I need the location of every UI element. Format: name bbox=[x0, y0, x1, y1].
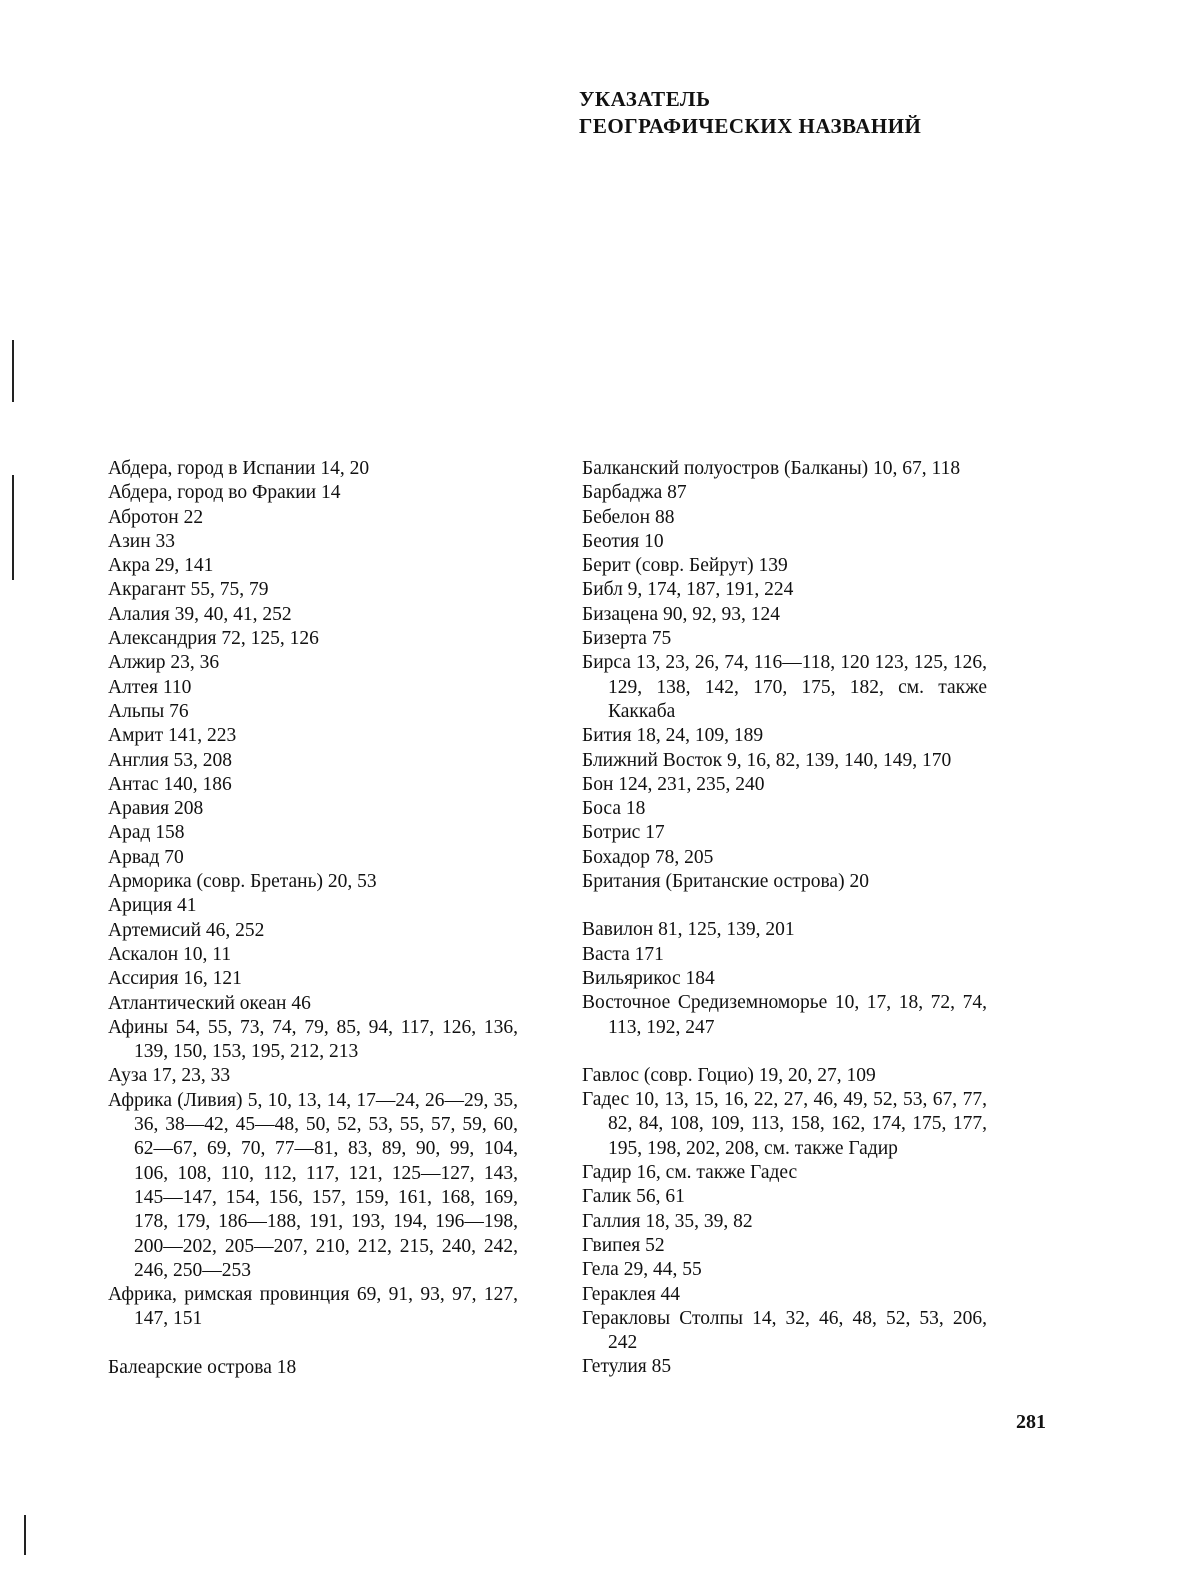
index-entry: Алтея 110 bbox=[108, 676, 192, 698]
index-entry: Гераклея 44 bbox=[582, 1283, 681, 1305]
scan-margin-line bbox=[24, 1515, 26, 1555]
section-gap bbox=[582, 894, 987, 918]
index-entry: Арад 158 bbox=[108, 822, 185, 844]
index-entry: Восточное Средиземноморье 10, 17, 18, 72, 74, 113, 192, 247 bbox=[582, 992, 987, 1038]
section-gap bbox=[582, 1040, 987, 1064]
index-entry: Гетулия 85 bbox=[582, 1356, 672, 1378]
index-entry: Бон 124, 231, 235, 240 bbox=[582, 773, 765, 795]
index-entry: Атлантический океан 46 bbox=[108, 992, 311, 1014]
index-entry: Артемисий 46, 252 bbox=[108, 919, 265, 941]
section-gap bbox=[108, 1332, 518, 1356]
index-entry: Боса 18 bbox=[582, 798, 646, 820]
index-entry: Африка, римская провинция 69, 91, 93, 97, 127, 147, 151 bbox=[108, 1284, 518, 1330]
index-entry: Британия (Британские острова) 20 bbox=[582, 871, 869, 893]
index-title-line-2: ГЕОГРАФИЧЕСКИХ НАЗВАНИЙ bbox=[579, 114, 922, 138]
index-entry: Вильярикос 184 bbox=[582, 967, 715, 989]
index-entry: Азин 33 bbox=[108, 530, 176, 552]
index-entry: Африка (Ливия) 5, 10, 13, 14, 17—24, 26—29, 35, 36, 38—42, 45—48, 50, 52, 53, 55, 57, 59, 60, 62—67, 69, 70, 77—81, 83, 89, 90, 99, 104, 106, 108, 110, 112, 117, 121, 125—127, 143, 145—147, 154, 156, 157, 159, 161, 168, 169, 178, 179, 186—188, 191, 193, 194, 196—198, 200—202, 205—207, 210, 212, 215, 240, 242, 246, 250—253 bbox=[108, 1089, 518, 1281]
index-entry: Вавилон 81, 125, 139, 201 bbox=[582, 919, 795, 941]
index-entry: Геракловы Столпы 14, 32, 46, 48, 52, 53, 206, 242 bbox=[582, 1307, 987, 1354]
index-entry: Беотия 10 bbox=[582, 530, 664, 552]
index-entry: Галлия 18, 35, 39, 82 bbox=[582, 1210, 753, 1232]
index-entry: Ассирия 16, 121 bbox=[108, 968, 242, 990]
index-title bbox=[579, 86, 921, 140]
index-entry: Библ 9, 174, 187, 191, 224 bbox=[582, 579, 794, 601]
index-entry: Альпы 76 bbox=[108, 700, 189, 722]
index-entry: Васта 171 bbox=[582, 943, 664, 965]
page-number: 281 bbox=[1016, 1411, 1046, 1433]
index-entry: Бирса 13, 23, 26, 74, 116—118, 120 123, 125, 126, 129, 138, 142, 170, 175, 182, см. также Каккаба bbox=[582, 652, 987, 722]
scan-margin-line bbox=[12, 340, 14, 402]
index-entry: Гадес 10, 13, 15, 16, 22, 27, 46, 49, 52, 53, 67, 77, 82, 84, 108, 109, 113, 158, 162, 174, 175, 177, 195, 198, 202, 208, см. также Гадир bbox=[582, 1089, 987, 1159]
index-entry: Гвипея 52 bbox=[582, 1234, 665, 1256]
index-entry: Бизацена 90, 92, 93, 124 bbox=[582, 603, 781, 625]
index-entry: Алалия 39, 40, 41, 252 bbox=[108, 603, 292, 625]
index-column-left bbox=[108, 457, 518, 1380]
index-entry: Александрия 72, 125, 126 bbox=[108, 628, 319, 650]
index-entry: Абдера, город во Фракии 14 bbox=[108, 482, 341, 504]
index-entry: Балканский полуостров (Балканы) 10, 67, 118 bbox=[582, 458, 961, 479]
index-entry: Гадир 16, см. также Гадес bbox=[582, 1162, 798, 1184]
index-entry: Акрагант 55, 75, 79 bbox=[108, 579, 269, 601]
index-entry: Гела 29, 44, 55 bbox=[582, 1259, 702, 1281]
index-entry: Абротон 22 bbox=[108, 506, 204, 528]
index-entry: Ближний Восток 9, 16, 82, 139, 140, 149, 170 bbox=[582, 749, 952, 771]
index-entry: Бебелон 88 bbox=[582, 506, 675, 528]
index-entry: Афины 54, 55, 73, 74, 79, 85, 94, 117, 126, 136, 139, 150, 153, 195, 212, 213 bbox=[108, 1016, 518, 1063]
index-entry: Абдера, город в Испании 14, 20 bbox=[108, 458, 370, 479]
index-entry: Ботрис 17 bbox=[582, 822, 665, 844]
index-entry: Гавлос (совр. Гоцио) 19, 20, 27, 109 bbox=[582, 1064, 876, 1086]
index-entry: Амрит 141, 223 bbox=[108, 725, 237, 747]
scan-margin-line bbox=[12, 475, 14, 580]
index-title-line-1: УКАЗАТЕЛЬ bbox=[579, 87, 711, 111]
index-entry: Англия 53, 208 bbox=[108, 749, 233, 771]
index-entry: Барбаджа 87 bbox=[582, 482, 687, 504]
index-entry: Бизерта 75 bbox=[582, 628, 672, 650]
index-entry: Ауза 17, 23, 33 bbox=[108, 1065, 231, 1087]
index-entry: Балеарские острова 18 bbox=[108, 1356, 297, 1378]
index-entry: Бития 18, 24, 109, 189 bbox=[582, 725, 764, 747]
index-entry: Аравия 208 bbox=[108, 798, 204, 820]
index-entry: Галик 56, 61 bbox=[582, 1186, 685, 1208]
index-column-right bbox=[582, 457, 987, 1380]
index-entry: Берит (совр. Бейрут) 139 bbox=[582, 555, 788, 577]
index-entry: Арвад 70 bbox=[108, 846, 184, 868]
index-entry: Арморика (совр. Бретань) 20, 53 bbox=[108, 871, 377, 893]
index-entry: Антас 140, 186 bbox=[108, 773, 232, 795]
index-entry: Алжир 23, 36 bbox=[108, 652, 220, 674]
index-entry: Ариция 41 bbox=[108, 895, 197, 917]
index-entry: Аскалон 10, 11 bbox=[108, 943, 232, 965]
index-entry: Бохадор 78, 205 bbox=[582, 846, 714, 868]
index-entry: Акра 29, 141 bbox=[108, 555, 214, 577]
